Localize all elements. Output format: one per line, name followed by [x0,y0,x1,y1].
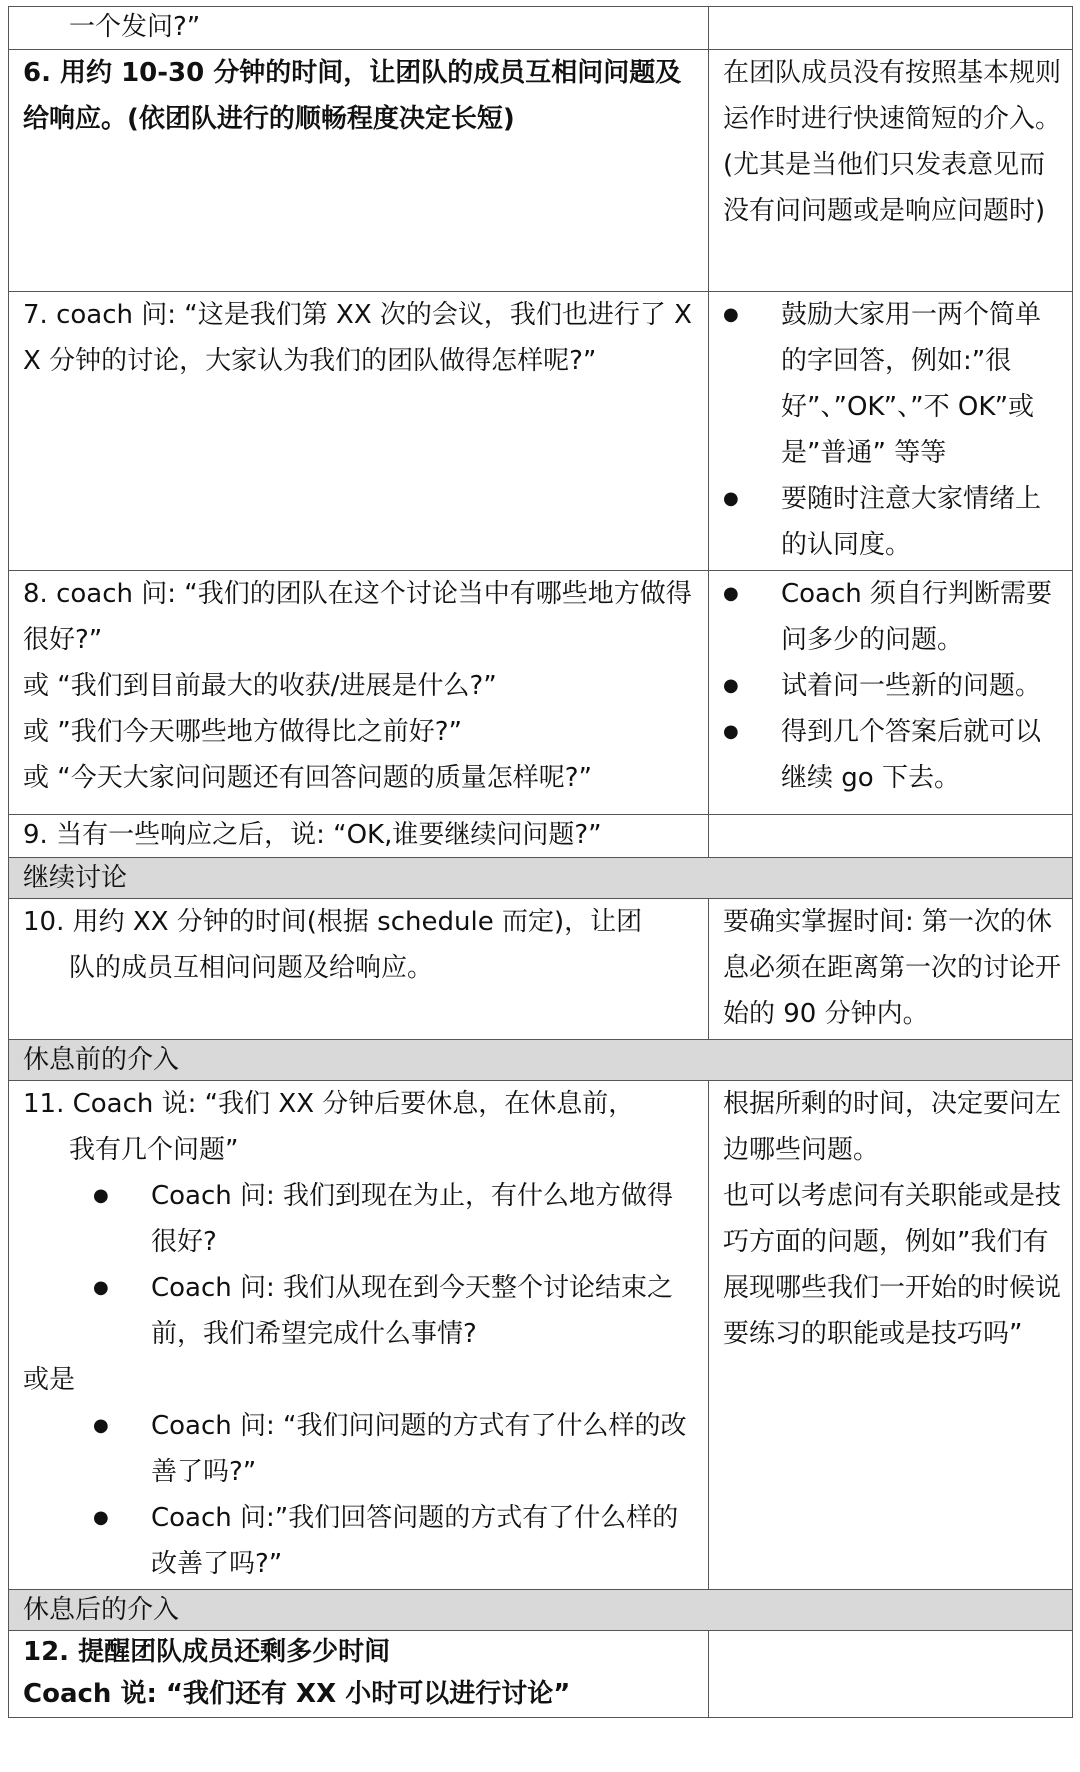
bullet-icon: ● [93,1277,109,1298]
step-text: 或 ”我们今天哪些地方做得比之前好?” [23,717,463,747]
note-bullet [723,709,1062,801]
table-row [9,1081,1073,1590]
note-bullet [723,292,1062,476]
section-header-row [9,1040,1073,1081]
coaching-procedure-table [8,6,1073,1718]
question-bullet [23,1403,698,1495]
bullet-icon: ● [723,721,739,742]
note-text: 在团队成员没有按照基本规则运作时进行快速简短的介入。(尤其是当他们只发表意见而没有问问题或是响应问题时) [723,58,1062,226]
bullet-icon: ● [93,1185,109,1206]
bullet-icon: ● [723,488,739,509]
section-title: 继续讨论 [9,858,1073,899]
table-row [9,815,1073,858]
note-text: 得到几个答案后就可以继续 go 下去。 [781,717,1042,793]
step-text: 10. 用约 XX 分钟的时间(根据 schedule 而定)，让团 [23,907,643,937]
step-cell [9,1631,709,1718]
note-text: 要随时注意大家情绪上的认同度。 [781,484,1042,560]
step-cell [9,899,709,1040]
section-title: 休息前的介入 [9,1040,1073,1081]
note-cell [709,7,1073,50]
or-label: 或是 [23,1365,76,1395]
table-row [9,571,1073,815]
note-text: 试着问一些新的问题。 [781,671,1042,701]
step-text: 队的成员互相问问题及给响应。 [69,953,434,983]
question-text: Coach 问: 我们从现在到今天整个讨论结束之前，我们希望完成什么事情? [151,1273,674,1349]
note-cell [709,899,1073,1040]
question-text: Coach 问: “我们问问题的方式有了什么样的改善了吗?” [151,1411,687,1487]
note-bullet [723,571,1062,663]
question-bullet [23,1265,698,1357]
table-row [9,899,1073,1040]
bullet-icon: ● [723,675,739,696]
note-bullet [723,663,1062,709]
step-text: 8. coach 问: “我们的团队在这个讨论当中有哪些地方做得很好?” [23,579,692,655]
bullet-icon: ● [93,1507,109,1528]
table-row [9,292,1073,571]
note-cell [709,50,1073,292]
step-text: Coach 说: “我们还有 XX 小时可以进行讨论” [23,1679,571,1709]
section-header-row [9,858,1073,899]
table-row [9,7,1073,50]
note-cell [709,815,1073,858]
note-text: 要确实掌握时间: 第一次的休息必须在距离第一次的讨论开始的 90 分钟内。 [723,907,1062,1029]
step-text: 7. coach 问: “这是我们第 XX 次的会议，我们也进行了 XX 分钟的讨论，大家认为我们的团队做得怎样呢?” [23,300,692,376]
note-cell [709,571,1073,815]
question-text: Coach 问: 我们到现在为止，有什么地方做得很好? [151,1181,674,1257]
step-text: 或 “今天大家问问题还有回答问题的质量怎样呢?” [23,763,593,793]
note-text: Coach 须自行判断需要问多少的问题。 [781,579,1053,655]
step-cell [9,571,709,815]
note-text: 根据所剩的时间，决定要问左边哪些问题。 [723,1089,1062,1165]
note-text: 也可以考虑问有关职能或是技巧方面的问题，例如”我们有展现哪些我们一开始的时候说要练习的职能或是技巧吗” [723,1181,1062,1349]
step-cell [9,50,709,292]
step-cell [9,7,709,50]
note-bullet [723,476,1062,568]
note-cell [709,292,1073,571]
table-row [9,1631,1073,1718]
step-cell [9,1081,709,1590]
table-row [9,50,1073,292]
step-cell [9,292,709,571]
question-bullet [23,1173,698,1265]
note-cell [709,1631,1073,1718]
step-text: 或 “我们到目前最大的收获/进展是什么?” [23,671,497,701]
step-text: 11. Coach 说: “我们 XX 分钟后要休息，在休息前， [23,1089,635,1119]
section-title: 休息后的介入 [9,1590,1073,1631]
step-text: 一个发问?” [69,12,201,42]
section-header-row [9,1590,1073,1631]
step-text: 12. 提醒团队成员还剩多少时间 [23,1637,391,1667]
note-cell [709,1081,1073,1590]
step-text: 我有几个问题” [69,1135,239,1165]
step-text: 6. 用约 10-30 分钟的时间，让团队的成员互相问问题及给响应。(依团队进行的顺畅程度决定长短) [23,58,682,134]
bullet-icon: ● [723,583,739,604]
step-cell [9,815,709,858]
bullet-icon: ● [723,304,739,325]
question-bullet [23,1495,698,1587]
bullet-icon: ● [93,1415,109,1436]
step-text: 9. 当有一些响应之后，说: “OK,谁要继续问问题?” [23,820,602,850]
note-text: 鼓励大家用一两个简单的字回答，例如:”很好”、”OK”、”不 OK”或是”普通” 等等 [781,300,1042,468]
question-text: Coach 问:”我们回答问题的方式有了什么样的改善了吗?” [151,1503,679,1579]
